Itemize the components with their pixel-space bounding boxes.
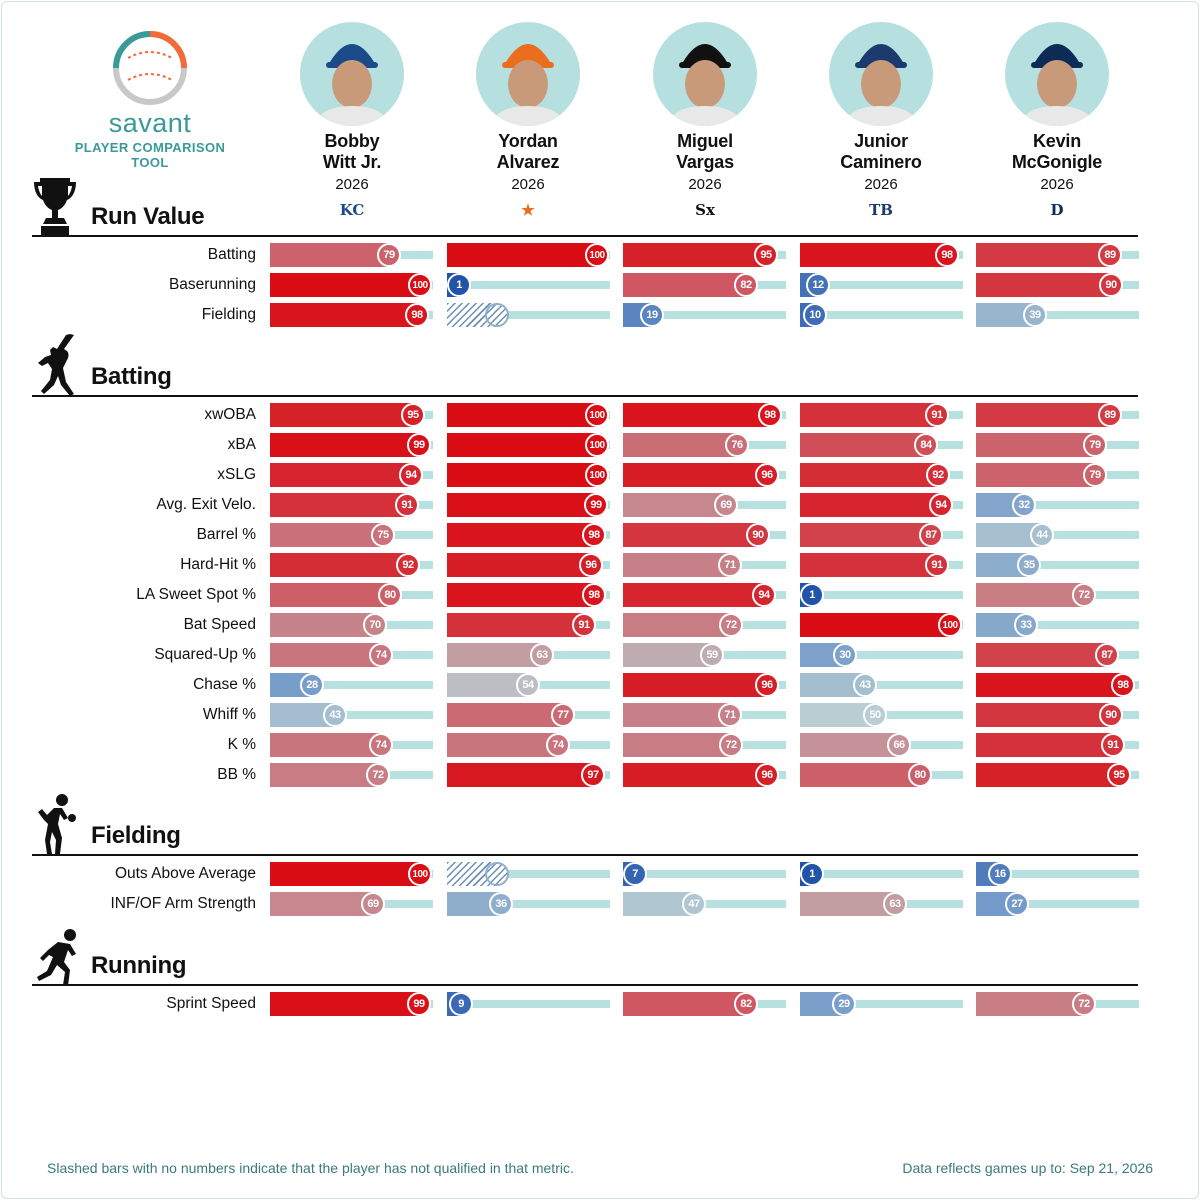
percentile-badge: 1 [800,862,824,886]
percentile-badge: 100 [585,403,609,427]
percentile-bar[interactable] [976,463,1096,487]
metric-label: Barrel % [196,526,256,543]
percentile-badge: 89 [1098,243,1122,267]
percentile-badge: 87 [1095,643,1119,667]
player-season: 2026 [335,176,369,193]
percentile-badge: 95 [401,403,425,427]
percentile-badge: 72 [1072,992,1096,1016]
tigers-logo-icon: D [1050,201,1064,219]
percentile-bar[interactable] [623,403,771,427]
percentile-badge: 74 [546,733,570,757]
percentile-bar[interactable] [270,433,420,457]
percentile-bar[interactable] [270,463,412,487]
percentile-bar[interactable] [270,892,374,916]
player-header-2[interactable] [625,22,785,222]
percentile-badge: 96 [755,673,779,697]
unqualified-footnote: Slashed bars with no numbers indicate that the player has not qualified in that metric. [47,1160,574,1176]
section-title: Fielding [91,822,181,849]
headshot-icon [829,22,933,126]
percentile-badge: 74 [369,643,393,667]
percentile-bar[interactable] [623,583,765,607]
percentile-bar[interactable] [623,703,731,727]
player-name-line2: Witt Jr. [322,152,382,172]
percentile-badge: 90 [1099,703,1123,727]
player-season: 2026 [1040,176,1074,193]
percentile-bar[interactable] [623,553,731,577]
percentile-bar[interactable] [270,763,379,787]
baseball-logo-icon [110,28,190,108]
percentile-bar[interactable] [800,763,921,787]
percentile-bar[interactable] [976,673,1124,697]
percentile-badge: 98 [758,403,782,427]
percentile-bar[interactable] [623,243,767,267]
percentile-badge: 74 [369,733,393,757]
percentile-badge: 63 [883,892,907,916]
percentile-badge: 100 [585,433,609,457]
percentile-bar[interactable] [800,892,896,916]
percentile-bar[interactable] [976,643,1108,667]
player-name-line1: Kevin [1032,131,1082,151]
metric-label: Bat Speed [183,616,256,633]
percentile-badge: 66 [887,733,911,757]
percentile-badge: 92 [396,553,420,577]
percentile-badge: 19 [640,303,664,327]
percentile-badge: 98 [582,583,606,607]
percentile-bar[interactable] [976,583,1085,607]
percentile-track [447,281,610,289]
percentile-badge: 96 [755,463,779,487]
percentile-badge: 43 [323,703,347,727]
percentile-bar[interactable] [447,613,585,637]
player-header-4[interactable] [977,22,1137,222]
percentile-badge: 100 [585,463,609,487]
percentile-badge: 36 [489,892,513,916]
percentile-bar[interactable] [623,613,732,637]
percentile-badge: 94 [929,493,953,517]
percentile-bar[interactable] [800,613,951,637]
percentile-badge: 72 [366,763,390,787]
percentile-bar[interactable] [623,992,747,1016]
percentile-bar[interactable] [800,243,948,267]
metric-label: Outs Above Average [114,865,256,882]
percentile-bar[interactable] [270,613,376,637]
percentile-badge: 97 [581,763,605,787]
percentile-badge: 44 [1030,523,1054,547]
percentile-bar[interactable] [976,733,1114,757]
percentile-bar[interactable] [447,403,598,427]
percentile-badge: 30 [833,643,857,667]
percentile-bar[interactable] [800,493,942,517]
percentile-bar[interactable] [976,763,1120,787]
percentile-bar[interactable] [270,243,390,267]
player-headshot[interactable] [829,22,933,126]
app-subtitle: PLAYER COMPARISON TOOL [74,140,226,170]
fielder-icon [32,792,78,863]
metric-label: Batting [207,246,256,263]
metric-label: xBA [227,436,256,453]
percentile-bar[interactable] [800,403,938,427]
percentile-bar[interactable] [447,463,598,487]
percentile-bar[interactable] [800,433,927,457]
percentile-bar[interactable] [976,273,1112,297]
percentile-badge: 99 [407,992,431,1016]
percentile-track [800,591,963,599]
percentile-bar[interactable] [270,862,421,886]
percentile-badge: 82 [734,992,758,1016]
percentile-badge: 91 [925,403,949,427]
percentile-badge: 1 [800,583,824,607]
percentile-badge: 91 [572,613,596,637]
percentile-bar[interactable] [447,493,597,517]
percentile-badge: 72 [1072,583,1096,607]
percentile-badge: 28 [300,673,324,697]
percentile-badge: 71 [718,553,742,577]
percentile-bar[interactable] [447,643,543,667]
percentile-badge: 29 [832,992,856,1016]
metric-label: Fielding [201,306,256,323]
metric-label: Whiff % [202,706,256,723]
percentile-bar[interactable] [800,733,900,757]
player-name-line1: Bobby [324,131,380,151]
percentile-bar[interactable] [623,673,768,697]
percentile-bar[interactable] [447,763,594,787]
batter-icon [32,332,82,403]
percentile-badge: 50 [863,703,887,727]
metric-label: Avg. Exit Velo. [156,496,256,513]
percentile-bar[interactable] [270,583,391,607]
player-header-0[interactable] [272,22,432,222]
player-name-line1: Miguel [677,131,733,151]
section-title: Batting [91,363,172,390]
metric-label: BB % [217,766,256,783]
player-name-line2: Vargas [676,152,734,172]
percentile-badge: 69 [714,493,738,517]
percentile-badge: 77 [551,703,575,727]
percentile-badge: 9 [449,992,473,1016]
percentile-badge: 12 [806,273,830,297]
percentile-bar[interactable] [976,433,1096,457]
metric-label: INF/OF Arm Strength [110,895,256,912]
metric-label: Sprint Speed [166,995,256,1012]
white-sox-logo-icon: Sx [695,201,715,219]
savant-logo[interactable] [60,28,240,170]
percentile-track [800,870,963,878]
percentile-badge: 47 [682,892,706,916]
kc-logo-icon: KC [339,201,365,219]
percentile-badge: 80 [908,763,932,787]
brand-name: savant [108,108,192,138]
percentile-bar[interactable] [623,273,747,297]
percentile-badge: 63 [530,643,554,667]
percentile-badge: 16 [988,862,1012,886]
percentile-bar[interactable] [270,992,420,1016]
percentile-badge: 70 [363,613,387,637]
percentile-badge: 80 [378,583,402,607]
player-headshot[interactable] [1005,22,1109,126]
percentile-badge: 92 [926,463,950,487]
percentile-badge: 27 [1005,892,1029,916]
metric-label: LA Sweet Spot % [136,586,256,603]
player-header-3[interactable] [801,22,961,222]
section-title: Running [91,952,187,979]
percentile-bar[interactable] [447,703,564,727]
percentile-badge: 99 [407,433,431,457]
percentile-bar[interactable] [623,763,768,787]
player-headshot[interactable] [476,22,580,126]
player-season: 2026 [511,176,545,193]
percentile-badge: 10 [803,303,827,327]
percentile-bar[interactable] [447,433,598,457]
percentile-badge: 87 [919,523,943,547]
percentile-badge: 91 [395,493,419,517]
percentile-badge: 91 [925,553,949,577]
player-name-line1: Junior [854,131,908,151]
player-header-1[interactable] [448,22,608,222]
percentile-badge: 98 [1111,673,1135,697]
percentile-bar[interactable] [447,523,595,547]
astros-logo-icon: ★ [521,201,535,219]
metric-label: Baserunning [168,276,256,293]
percentile-badge: 69 [361,892,385,916]
percentile-badge: 79 [1083,433,1107,457]
percentile-bar[interactable] [447,553,592,577]
section-divider [32,984,1138,986]
percentile-badge: 72 [719,613,743,637]
percentile-badge: 76 [725,433,749,457]
percentile-badge: 96 [579,553,603,577]
percentile-badge: 94 [399,463,423,487]
percentile-bar[interactable] [447,733,559,757]
metric-label: xwOBA [204,406,256,423]
percentile-bar[interactable] [447,243,598,267]
player-headshot[interactable] [653,22,757,126]
percentile-badge: 100 [938,613,962,637]
percentile-track [623,870,786,878]
percentile-badge: 71 [718,703,742,727]
percentile-bar[interactable] [270,523,384,547]
percentile-badge: 95 [754,243,778,267]
percentile-bar[interactable] [623,463,768,487]
percentile-bar[interactable] [976,403,1111,427]
percentile-badge: 79 [377,243,401,267]
percentile-badge: 54 [516,673,540,697]
percentile-badge: 84 [914,433,938,457]
percentile-badge: 100 [585,243,609,267]
metric-label: xSLG [217,466,256,483]
metric-label: K % [227,736,256,753]
player-season: 2026 [864,176,898,193]
percentile-bar[interactable] [623,733,732,757]
percentile-badge: 96 [755,763,779,787]
section-title: Run Value [91,203,205,230]
percentile-bar[interactable] [270,403,414,427]
percentile-badge: 99 [584,493,608,517]
headshot-icon [653,22,757,126]
section-divider [32,395,1138,397]
headshot-icon [1005,22,1109,126]
percentile-badge: 72 [719,733,743,757]
percentile-bar[interactable] [270,553,409,577]
percentile-badge: 7 [623,862,647,886]
headshot-icon [476,22,580,126]
percentile-bar[interactable] [976,243,1111,267]
metric-label: Chase % [193,676,256,693]
percentile-badge: 43 [853,673,877,697]
percentile-badge [485,862,509,886]
percentile-bar[interactable] [447,583,595,607]
percentile-badge: 90 [1099,273,1123,297]
percentile-bar[interactable] [270,733,382,757]
data-date-footnote: Data reflects games up to: Sep 21, 2026 [902,1160,1153,1176]
percentile-badge: 98 [582,523,606,547]
player-name-line2: Alvarez [496,152,560,172]
player-name-line2: McGonigle [1011,152,1103,172]
player-season: 2026 [688,176,722,193]
percentile-bar[interactable] [623,493,727,517]
percentile-badge: 91 [1101,733,1125,757]
percentile-badge: 89 [1098,403,1122,427]
player-name-line2: Caminero [840,152,922,172]
percentile-bar[interactable] [623,433,738,457]
rays-logo-icon: TB [869,201,893,219]
percentile-badge: 39 [1023,303,1047,327]
percentile-badge: 35 [1017,553,1041,577]
metric-label: Squared-Up % [154,646,256,663]
percentile-bar[interactable] [270,273,421,297]
percentile-bar[interactable] [800,463,939,487]
percentile-bar[interactable] [270,493,408,517]
percentile-bar[interactable] [800,553,938,577]
percentile-badge: 32 [1012,493,1036,517]
percentile-bar[interactable] [976,703,1112,727]
percentile-bar[interactable] [976,992,1085,1016]
percentile-badge: 94 [752,583,776,607]
percentile-bar[interactable] [270,643,382,667]
percentile-badge: 100 [408,273,432,297]
percentile-badge: 82 [734,273,758,297]
player-name-line1: Yordan [498,131,558,151]
percentile-badge: 1 [447,273,471,297]
percentile-badge: 100 [408,862,432,886]
percentile-badge: 95 [1107,763,1131,787]
percentile-badge: 33 [1014,613,1038,637]
section-divider [32,854,1138,856]
percentile-bar[interactable] [800,523,932,547]
percentile-badge [485,303,509,327]
metric-label: Hard-Hit % [180,556,256,573]
headshot-icon [300,22,404,126]
percentile-badge: 98 [405,303,429,327]
percentile-badge: 75 [371,523,395,547]
percentile-badge: 98 [935,243,959,267]
trophy-icon [32,176,78,243]
player-headshot[interactable] [300,22,404,126]
percentile-badge: 79 [1083,463,1107,487]
percentile-badge: 59 [700,643,724,667]
percentile-bar[interactable] [270,303,418,327]
section-divider [32,235,1138,237]
percentile-badge: 90 [746,523,770,547]
percentile-bar[interactable] [623,523,759,547]
